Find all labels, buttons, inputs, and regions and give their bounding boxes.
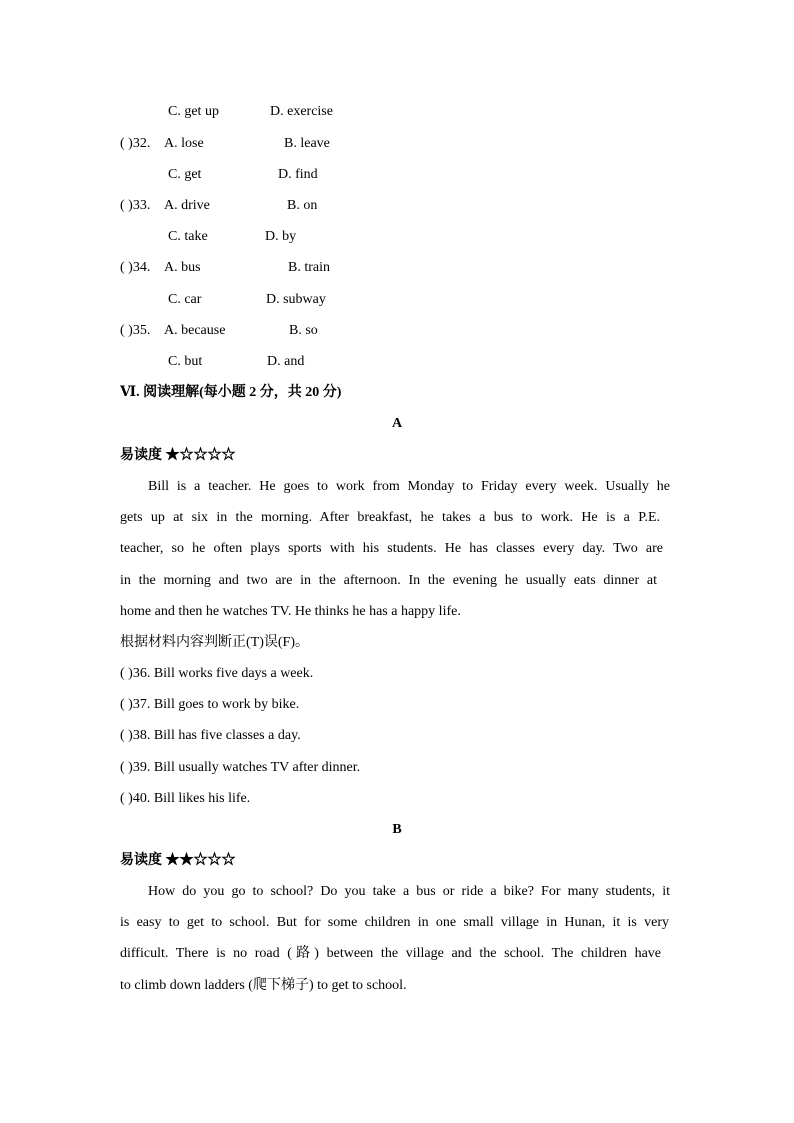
cloze-33-number: ( )33.: [120, 198, 151, 213]
cloze-32-number: ( )32.: [120, 136, 151, 151]
question-38: ( )38. Bill has five classes a day.: [120, 728, 301, 743]
passage-a-instruction: 根据材料内容判断正(T)误(F)。: [120, 635, 309, 650]
section-title: Ⅵ. 阅读理解(每小题 2 分，共 20 分): [120, 385, 342, 400]
cloze-31-option-d: D. exercise: [270, 104, 333, 119]
cloze-33-option-a: A. drive: [164, 198, 210, 213]
cloze-31-option-c: C. get up: [168, 104, 219, 119]
question-36: ( )36. Bill works five days a week.: [120, 666, 314, 681]
passage-b-line: How do you go to school? Do you take a bus or ride a bike? For many students, it: [148, 884, 670, 899]
cloze-35-option-d: D. and: [267, 354, 305, 369]
cloze-35-option-a: A. because: [164, 323, 226, 338]
cloze-35-number: ( )35.: [120, 323, 151, 338]
cloze-34-option-b: B. train: [288, 260, 330, 275]
passage-b-line: is easy to get to school. But for some children in one small village in Hunan, it is very: [120, 915, 669, 931]
passage-a-line: Bill is a teacher. He goes to work from Monday to Friday every week. Usually he: [148, 479, 670, 494]
question-37: ( )37. Bill goes to work by bike.: [120, 697, 300, 712]
question-39: ( )39. Bill usually watches TV after dinner.: [120, 760, 361, 775]
cloze-35-option-c: C. but: [168, 354, 203, 369]
passage-b-label: B: [392, 822, 402, 837]
passage-a-line: in the morning and two are in the afternoon. In the evening he usually eats dinner at: [120, 572, 657, 588]
cloze-32-option-d: D. find: [278, 167, 318, 182]
cloze-34-option-a: A. bus: [164, 260, 201, 275]
cloze-32-option-c: C. get: [168, 167, 202, 182]
passage-a-line: teacher, so he often plays sports with his students. He has classes every day. Two are: [120, 541, 663, 557]
passage-b-line: difficult. There is no road (路) between the village and the school. The children have: [120, 946, 661, 962]
cloze-35-option-b: B. so: [289, 323, 318, 338]
cloze-32-option-b: B. leave: [284, 136, 330, 151]
cloze-34-option-d: D. subway: [266, 292, 326, 307]
cloze-33-option-d: D. by: [265, 229, 297, 244]
cloze-34-option-c: C. car: [168, 292, 202, 307]
passage-a-body: [120, 478, 672, 634]
passage-a-line: home and then he watches TV. He thinks he has a happy life.: [120, 603, 461, 619]
passage-b-body: [120, 883, 672, 1008]
passage-a-difficulty: 易读度 ★☆☆☆☆: [120, 448, 236, 463]
cloze-33-option-c: C. take: [168, 229, 208, 244]
passage-a-line: gets up at six in the morning. After breakfast, he takes a bus to work. He is a P.E.: [120, 510, 660, 526]
cloze-34-number: ( )34.: [120, 260, 151, 275]
passage-a-label: A: [391, 416, 403, 431]
cloze-33-option-b: B. on: [287, 198, 318, 213]
passage-b-difficulty: 易读度 ★★☆☆☆: [120, 853, 236, 868]
passage-b-line: to climb down ladders (爬下梯子) to get to school.: [120, 977, 407, 993]
cloze-32-option-a: A. lose: [164, 136, 204, 151]
question-40: ( )40. Bill likes his life.: [120, 791, 251, 806]
